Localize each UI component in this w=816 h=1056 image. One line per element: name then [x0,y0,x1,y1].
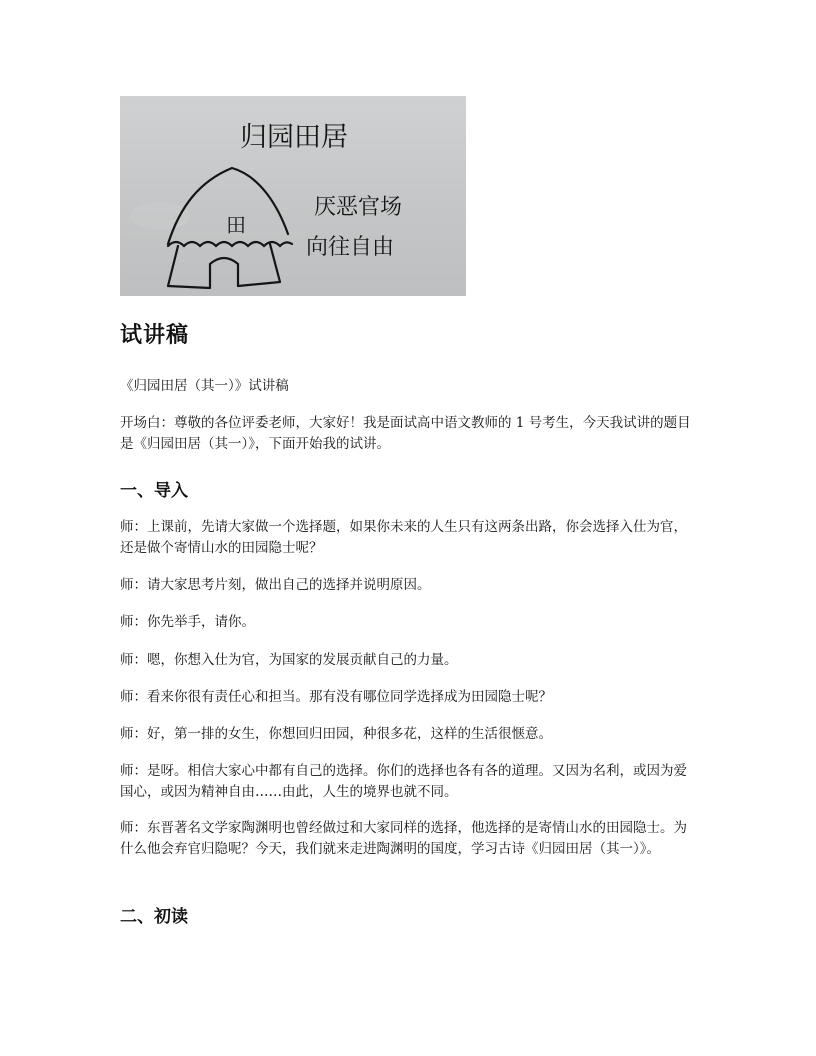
house-character-text: 田 [226,213,246,237]
dialogue-paragraph: 师：东晋著名文学家陶渊明也曾经做过和大家同样的选择，他选择的是寄情山水的田园隐士。为什么他会弃官归隐呢？今天，我们就来走进陶渊明的国度，学习古诗《归园田居（其一）》。 [120,820,687,857]
dialogue-paragraph: 师：是呀。相信大家心中都有自己的选择。你们的选择也各有各的道理。又因为名利，或因为爱国心，或因为精神自由……由此，人生的境界也就不同。 [120,763,687,800]
dialogue-paragraph: 师：请大家思考片刻，做出自己的选择并说明原因。 [120,577,431,593]
section-heading-intro: 一、导入 [120,481,188,501]
dialogue-paragraph: 师：看来你很有责任心和担当。那有没有哪位同学选择成为田园隐士呢？ [120,689,552,705]
dialogue-paragraph: 师：嗯，你想入仕为官，为国家的发展贡献自己的力量。 [120,652,458,668]
handwritten-line2-text: 向往自由 [306,235,395,260]
dialogue-paragraph: 师：好，第一排的女生，你想回归田园，种很多花，这样的生活很惬意。 [120,726,552,742]
section-heading-first-reading: 二、初读 [120,907,188,927]
handwritten-photo [120,96,466,296]
page-title: 试讲稿 [120,323,190,348]
dialogue-paragraph: 师：上课前，先请大家做一个选择题，如果你未来的人生只有这两条出路，你会选择入仕为官，还是做个寄情山水的田园隐士呢？ [120,519,687,556]
subtitle-text: 《归园田居（其一）》试讲稿 [120,378,289,394]
handwritten-title-text: 归园田居 [240,122,348,153]
opening-paragraph: 开场白：尊敬的各位评委老师，大家好！我是面试高中语文教师的 1 号考生，今天我试讲的题目是《归园田居（其一）》，下面开始我的试讲。 [120,415,691,452]
house-sketch [120,96,466,296]
dialogue-paragraph: 师：你先举手，请你。 [120,614,255,630]
handwritten-line1-text: 厌恶官场 [314,195,403,220]
